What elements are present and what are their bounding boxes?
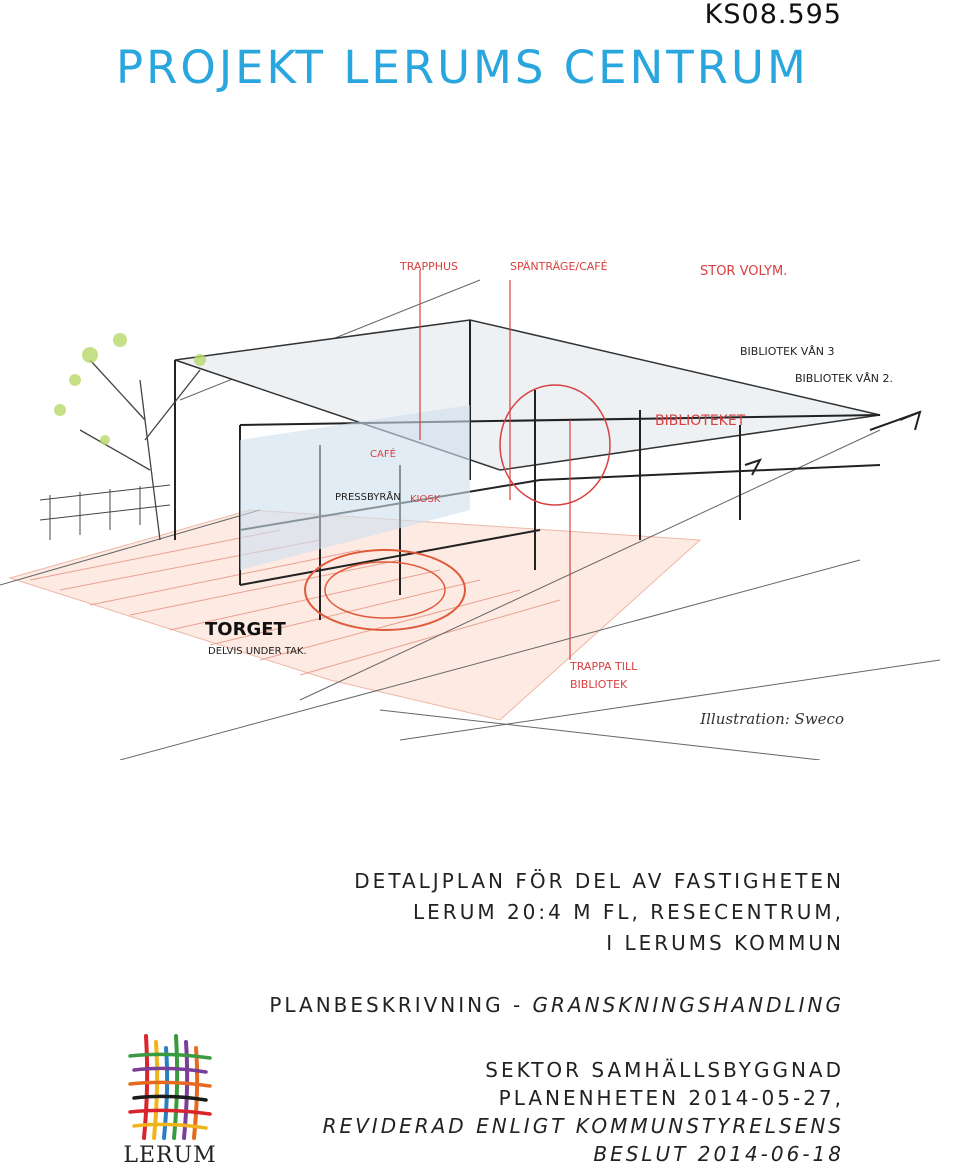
logo-strand-vertical [144,1036,147,1138]
label-spantrage: SPÄNTRÄGE/CAFÉ [510,260,608,273]
label-torget: TORGET [205,619,286,640]
sector-line-1: SEKTOR SAMHÄLLSBYGGNAD [485,1058,844,1082]
illustration-credit: Illustration: Sweco [700,710,844,728]
label-kiosk: KIOSK [410,494,441,505]
logo-strand-horizontal [130,1082,210,1086]
document-number: KS08.595 [704,0,842,30]
logo-strand-vertical [174,1036,177,1138]
label-bibliotek-3: BIBLIOTEK VÅN 3 [740,345,835,358]
foliage [54,333,206,445]
sector-line-2: PLANENHETEN 2014-05-27, [498,1086,844,1110]
label-trappa-till: TRAPPA TILL [570,660,638,673]
lerum-logo-text: LERUM [123,1143,217,1168]
document-type [269,993,844,1017]
architectural-sketch [0,240,960,760]
plan-title-line-1: DETALJPLAN FÖR DEL AV FASTIGHETEN [354,869,844,893]
label-biblioteket: BIBLIOTEKET [655,413,746,429]
label-cafe: CAFÉ [370,449,396,460]
plan-title-line-2: LERUM 20:4 M FL, RESECENTRUM, [413,900,844,924]
label-stor-volym: STOR VOLYM. [700,264,788,279]
logo-strand-horizontal [130,1110,210,1114]
label-bibliotek-2: BIBLIOTEK VÅN 2. [795,372,894,385]
document-type-status: GRANSKNINGSHANDLING [532,993,844,1017]
logo-strand-horizontal [130,1054,210,1058]
document-type-prefix: PLANBESKRIVNING - [269,993,533,1017]
logo-strand-horizontal [134,1068,206,1072]
sector-info [323,1056,844,1168]
label-pressbyran: PRESSBYRÅN [335,492,401,503]
label-trapphus: TRAPPHUS [400,260,459,273]
plan-title-line-3: I LERUMS KOMMUN [606,931,844,955]
logo-strand-vertical [194,1048,197,1138]
label-delvis-under-tak: DELVIS UNDER TAK. [208,646,307,657]
sector-line-4: BESLUT 2014-06-18 [593,1142,844,1166]
label-biblioteket-2: BIBLIOTEK [570,678,628,691]
plan-title [354,866,844,959]
sector-line-3: REVIDERAD ENLIGT KOMMUNSTYRELSENS [322,1114,844,1138]
project-title: PROJEKT LERUMS CENTRUM [116,41,809,94]
